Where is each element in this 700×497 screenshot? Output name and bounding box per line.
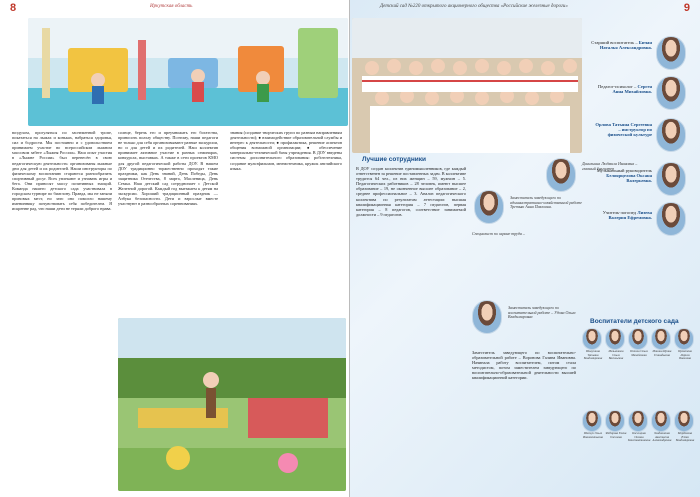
caption-specialist: Специалист по охране труда – xyxy=(472,231,525,236)
portrait-senior-teacher xyxy=(656,36,686,70)
teacher-photo xyxy=(651,328,671,350)
photo-gym xyxy=(28,18,348,126)
photo-staff-group xyxy=(352,18,582,153)
teacher-photo xyxy=(605,328,625,350)
staff-music: Музыкальный руководитель Белоярцелова Оксана Валерьевна. xyxy=(596,168,652,184)
page-header-left: Иркутская область xyxy=(150,4,193,9)
teachers-grid xyxy=(582,328,698,494)
staff-fitness: Орлова Татьяна Сергеевна – инструктор по физической культуре xyxy=(595,122,652,138)
teacher-card: Шалушина Татьяна Владимировна xyxy=(582,328,604,361)
teacher-card: Холдашкина Анастасия Александровна xyxy=(651,410,673,443)
portrait-accountant xyxy=(546,158,576,192)
portrait-deputy-ahr xyxy=(474,190,504,224)
teacher-card: Фёдорова Елена Олеговна xyxy=(605,410,627,439)
teacher-photo xyxy=(628,328,648,350)
portrait-fitness xyxy=(656,118,686,152)
teacher-photo xyxy=(582,328,602,350)
caption-deputy-ed: Заместитель заведующего по воспитательной работе – Удова Ольга Владимировна xyxy=(508,305,576,320)
staff-psychologist: Педагог-психолог – Сергея Анна Михайловна. xyxy=(597,84,652,95)
page-number-right: 9 xyxy=(683,2,690,14)
caption-accountant: Данильина Людмила Ивановна – главный бухгалтер xyxy=(582,161,638,171)
caption-deputy-ahr: Заместитель заведующего по административно-хозяйственной работе Третьяк Анна Павловна. xyxy=(510,195,582,210)
page-header-right: Детский сад №220 открытого акционерного общества «Российские железные дороги» xyxy=(380,4,568,9)
teacher-card: Кислицина Оксана Константиновна xyxy=(628,410,650,443)
teacher-photo xyxy=(674,410,694,432)
teacher-photo xyxy=(628,410,648,432)
bottom-text: Заместитель заведующего по воспитательно-образовательной работе – Воронова Галина Ивановна. Начинала работу воспитателем, потом стала методистом, потом заместителем заведующего по воспитательно-образовательной деятельности высшей квалификационной категории. xyxy=(472,350,576,381)
best-staff-text: В ДОУ создан коллектив единомышленников, где каждый ответственен за решение поставленных задач. В коллективе трудится 64 чел., из них женщин – 59, мужчин – 5. Педагогических работников – 28 человек, имеют высшее образование – 19, не оконченное высшее образование – 2, среднее профессиональное – 3. Анализ педагогического коллектива по результатам аттестации: высшая квалификационная категория – 7 педагогов, первая категория – 8 педагогов, соответствие занимаемой должности – 9 педагогов. xyxy=(356,166,466,217)
teacher-card: Шевчук Ольга Иннокентьевна xyxy=(582,410,604,439)
teacher-card: Попова Ольга Михайловна xyxy=(628,328,650,357)
staff-speech: Учитель-логопед Лизева Валерия Ефремовна. xyxy=(602,210,652,221)
left-text-col3: знания (создание творческих групп по разным направлениям деятельности); ● взаимодействие образовательной службы и интерес к деятельности; ● профилактика, решение аспектов общения возможной организации; ● обеспечение материально-технической базы учреждения. В ДОУ введены системы дополнительного образования: робототехника, создание мультфильмов, мнемотехника, кружок английского языка. xyxy=(230,130,342,171)
left-text-col2: солнце, беречь его и преумножать его богатства, приносить пользу обществу. Поэтому, наши педагоги не только для себя организовывают разные экскурсии, но и для детей и их родителей. Наш коллектив принимает активное участие в разных семинарах, конкурсах, выставках. А также в сети проектов КМО для другой педагогической работы ДОУ. В нашем ДОУ традиционно торжественно проходят такие праздники, как День знаний, День Победы, День защитника Отечества, 8 марта, Масленица, День Семьи. Наш детский сад сотрудничает с Детской Железной дорогой. Каждый год выезжаем к детям на экскурсии. Хороший традиционный праздник — Азбука безопасности. Дети и взрослые вместе участвуют в разнообразных соревнованиях. xyxy=(118,130,218,207)
heading-teachers: Воспитатели детского сада xyxy=(590,318,679,325)
right-page xyxy=(350,0,700,497)
portrait-speech xyxy=(656,202,686,236)
portrait-music xyxy=(656,162,686,196)
teacher-photo xyxy=(674,328,694,350)
teacher-card: Прокопова Лариса Павловна xyxy=(674,328,696,361)
portrait-deputy-ed xyxy=(472,300,502,334)
teacher-photo xyxy=(605,410,625,432)
teacher-card: Мельникова Ольга Васильевна xyxy=(605,328,627,361)
teacher-photo xyxy=(651,410,671,432)
page-number-left: 8 xyxy=(10,2,17,14)
photo-garden xyxy=(118,318,346,491)
heading-best-staff: Лучшие сотрудники xyxy=(362,156,427,163)
left-text-col1: воздухом, прогуляться по заснеженной тропе, покататься на лыжах и коньках, набраться здоровья, сил и бодрости. Мы постоянно и с удовольствием принимаем участие во всероссийском лыжном массовом забеге «Лыжня России». Наш опыт участия в «Лыжне России» был перенесён в свою педагогическую деятельность: организованы лыжные дни для детей и их родителей. Наши инструкторы по физическому воспитанию стараются разнообразить спортивный досуг. Всех увлекают и узнавать игры и бега. Они приносят массу позитивных эмоций. Команда нашего детского сада участвовала в городском турнире по биатлону. Правда, мы не заняли призовых мест, но зато оно помогло нашему имениннику почувствовать себя победителем. Я искренне рад, что наши дети не теряли доброго нрава. xyxy=(12,130,112,212)
teacher-card: Минина Ирина Геннадьевна xyxy=(651,328,673,357)
teacher-card: Мордовина Юлия Владимировна xyxy=(674,410,696,443)
portrait-psychologist xyxy=(656,76,686,110)
staff-senior-teacher: Старший воспитатель – Бичан Наталья Александровна. xyxy=(591,40,652,51)
teacher-photo xyxy=(582,410,602,432)
